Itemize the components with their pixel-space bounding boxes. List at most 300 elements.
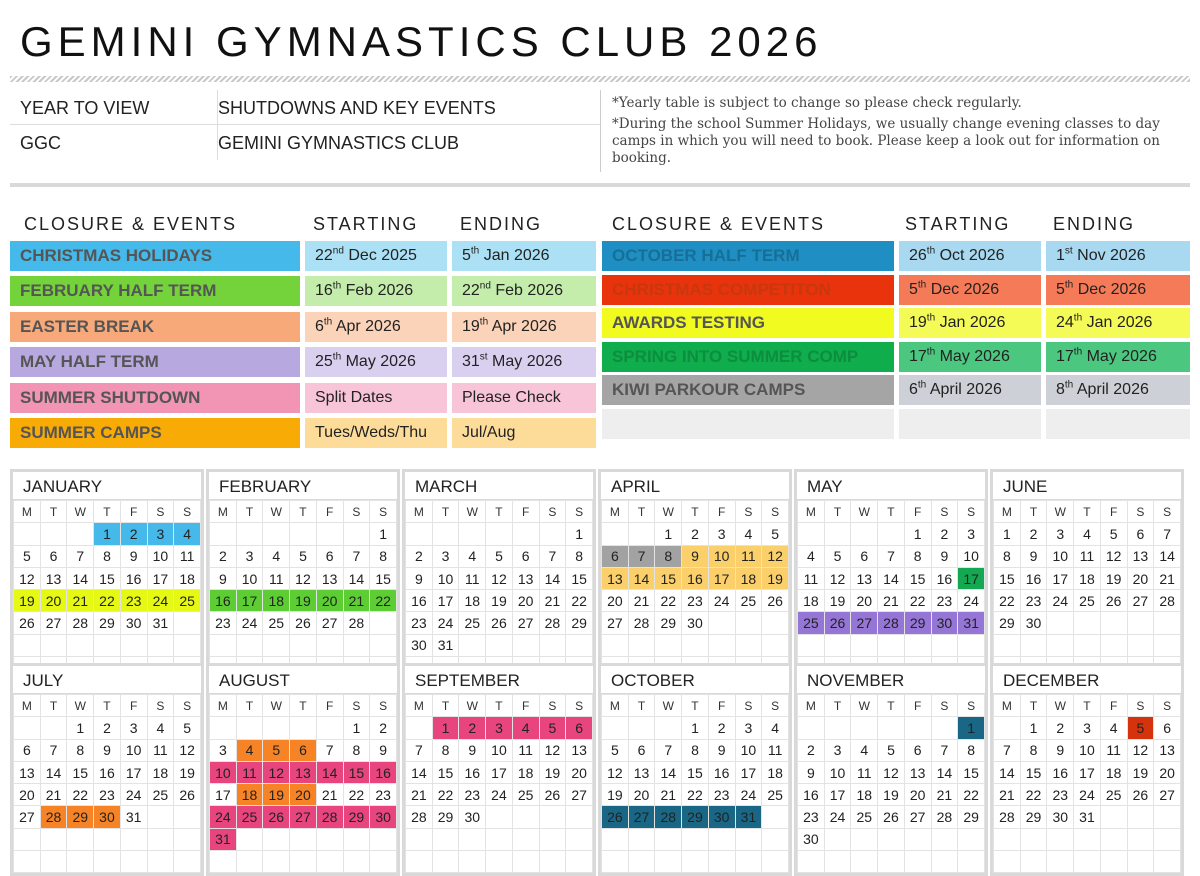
weekday-label: T bbox=[1020, 695, 1047, 717]
day-cell: 28 bbox=[994, 806, 1021, 828]
day-cell: 30 bbox=[370, 806, 397, 828]
day-cell bbox=[343, 634, 370, 656]
day-cell: 12 bbox=[824, 567, 851, 589]
week-row bbox=[406, 851, 593, 873]
week-row bbox=[602, 545, 789, 567]
day-cell: 9 bbox=[1020, 545, 1047, 567]
weekday-label: F bbox=[1100, 695, 1127, 717]
day-cell: 1 bbox=[343, 717, 370, 739]
day-cell: 31 bbox=[432, 634, 459, 656]
day-cell: 7 bbox=[40, 739, 67, 761]
event-row bbox=[602, 342, 1190, 372]
day-cell: 11 bbox=[174, 545, 201, 567]
day-cell: 14 bbox=[316, 761, 343, 783]
vertical-divider bbox=[600, 90, 601, 172]
day-cell bbox=[824, 851, 851, 873]
day-cell: 5 bbox=[602, 739, 629, 761]
day-cell: 17 bbox=[120, 761, 147, 783]
day-cell bbox=[762, 634, 789, 656]
month-grid bbox=[13, 694, 201, 873]
day-cell bbox=[174, 612, 201, 634]
day-cell: 21 bbox=[406, 784, 433, 806]
day-cell: 6 bbox=[628, 739, 655, 761]
weekday-label: T bbox=[486, 501, 513, 523]
weekday-label: T bbox=[1074, 501, 1101, 523]
day-cell: 25 bbox=[798, 612, 825, 634]
week-row bbox=[210, 545, 397, 567]
week-row bbox=[798, 634, 985, 656]
event-start: 19th Jan 2026 bbox=[899, 308, 1041, 338]
day-cell: 17 bbox=[147, 567, 174, 589]
day-cell bbox=[94, 634, 121, 656]
day-cell: 7 bbox=[994, 739, 1021, 761]
week-row bbox=[406, 761, 593, 783]
day-cell: 22 bbox=[67, 784, 94, 806]
day-cell: 3 bbox=[210, 739, 237, 761]
day-cell: 6 bbox=[1154, 717, 1181, 739]
page-title: GEMINI GYMNASTICS CLUB 2026 bbox=[20, 18, 823, 65]
day-cell: 28 bbox=[316, 806, 343, 828]
day-cell bbox=[824, 634, 851, 656]
day-cell: 17 bbox=[1074, 761, 1101, 783]
day-cell: 28 bbox=[67, 612, 94, 634]
day-cell: 13 bbox=[851, 567, 878, 589]
day-cell: 6 bbox=[904, 739, 931, 761]
day-cell bbox=[1100, 828, 1127, 850]
day-cell: 10 bbox=[486, 739, 513, 761]
month-calendar bbox=[10, 663, 204, 876]
month-calendar bbox=[402, 663, 596, 876]
day-cell bbox=[628, 523, 655, 545]
day-cell: 2 bbox=[406, 545, 433, 567]
day-cell: 10 bbox=[236, 567, 263, 589]
day-cell: 27 bbox=[628, 806, 655, 828]
day-cell: 13 bbox=[628, 761, 655, 783]
week-row bbox=[406, 739, 593, 761]
day-cell: 8 bbox=[682, 739, 709, 761]
day-cell: 5 bbox=[263, 739, 290, 761]
day-cell bbox=[290, 851, 317, 873]
day-cell: 25 bbox=[236, 806, 263, 828]
weekday-label: T bbox=[1020, 501, 1047, 523]
day-cell: 28 bbox=[628, 612, 655, 634]
day-cell: 27 bbox=[14, 806, 41, 828]
day-cell: 14 bbox=[628, 567, 655, 589]
event-name: OCTOBER HALF TERM bbox=[602, 241, 894, 271]
day-cell bbox=[316, 523, 343, 545]
day-cell bbox=[14, 717, 41, 739]
day-cell: 20 bbox=[566, 761, 593, 783]
day-cell bbox=[432, 828, 459, 850]
day-cell: 26 bbox=[539, 784, 566, 806]
day-cell: 29 bbox=[682, 806, 709, 828]
day-cell: 15 bbox=[94, 567, 121, 589]
weekday-label: S bbox=[735, 501, 762, 523]
day-cell: 7 bbox=[67, 545, 94, 567]
week-row bbox=[210, 590, 397, 612]
day-cell: 18 bbox=[1074, 567, 1101, 589]
day-cell bbox=[512, 806, 539, 828]
day-cell: 23 bbox=[94, 784, 121, 806]
day-cell bbox=[147, 851, 174, 873]
day-cell: 21 bbox=[539, 590, 566, 612]
day-cell: 27 bbox=[1127, 590, 1154, 612]
day-cell bbox=[655, 851, 682, 873]
day-cell: 8 bbox=[432, 739, 459, 761]
month-grid bbox=[209, 694, 397, 873]
day-cell bbox=[602, 634, 629, 656]
month-grid bbox=[405, 500, 593, 679]
event-end: 24th Jan 2026 bbox=[1046, 308, 1190, 338]
day-cell bbox=[316, 717, 343, 739]
day-cell: 21 bbox=[67, 590, 94, 612]
day-cell: 15 bbox=[958, 761, 985, 783]
day-cell: 27 bbox=[566, 784, 593, 806]
weekday-label: W bbox=[655, 501, 682, 523]
day-cell bbox=[67, 634, 94, 656]
day-cell: 8 bbox=[343, 739, 370, 761]
day-cell: 7 bbox=[628, 545, 655, 567]
weekday-label: S bbox=[539, 501, 566, 523]
month-name: DECEMBER bbox=[993, 666, 1181, 694]
day-cell: 30 bbox=[798, 828, 825, 850]
week-row bbox=[994, 567, 1181, 589]
day-cell: 26 bbox=[290, 612, 317, 634]
day-cell: 1 bbox=[67, 717, 94, 739]
day-cell bbox=[1074, 851, 1101, 873]
event-row bbox=[10, 347, 596, 377]
day-cell: 12 bbox=[1127, 739, 1154, 761]
day-cell bbox=[539, 828, 566, 850]
weekday-label: T bbox=[628, 695, 655, 717]
day-cell bbox=[263, 851, 290, 873]
day-cell bbox=[851, 523, 878, 545]
week-row bbox=[406, 806, 593, 828]
day-cell: 12 bbox=[602, 761, 629, 783]
month-name: MARCH bbox=[405, 472, 593, 500]
week-row bbox=[798, 784, 985, 806]
weekday-row bbox=[602, 695, 789, 717]
day-cell: 18 bbox=[263, 590, 290, 612]
event-start: Tues/Weds/Thu bbox=[305, 418, 447, 448]
month-calendar bbox=[206, 469, 400, 682]
weekday-label: T bbox=[682, 501, 709, 523]
day-cell: 31 bbox=[1074, 806, 1101, 828]
event-row bbox=[602, 275, 1190, 305]
day-cell: 24 bbox=[486, 784, 513, 806]
day-cell: 16 bbox=[682, 567, 709, 589]
weekday-row bbox=[602, 501, 789, 523]
day-cell: 29 bbox=[566, 612, 593, 634]
day-cell bbox=[539, 851, 566, 873]
day-cell: 2 bbox=[1047, 717, 1074, 739]
starting-header: STARTING bbox=[905, 214, 1011, 234]
day-cell: 23 bbox=[459, 784, 486, 806]
day-cell bbox=[147, 806, 174, 828]
day-cell bbox=[798, 851, 825, 873]
day-cell: 30 bbox=[94, 806, 121, 828]
day-cell: 24 bbox=[735, 784, 762, 806]
weekday-label: S bbox=[174, 695, 201, 717]
day-cell: 25 bbox=[1074, 590, 1101, 612]
day-cell bbox=[904, 717, 931, 739]
day-cell: 15 bbox=[682, 761, 709, 783]
day-cell bbox=[1154, 634, 1181, 656]
day-cell: 12 bbox=[290, 567, 317, 589]
week-row bbox=[994, 590, 1181, 612]
day-cell: 19 bbox=[174, 761, 201, 783]
event-name: MAY HALF TERM bbox=[10, 347, 300, 377]
day-cell: 18 bbox=[174, 567, 201, 589]
week-row bbox=[210, 567, 397, 589]
day-cell: 29 bbox=[994, 612, 1021, 634]
day-cell bbox=[994, 717, 1021, 739]
day-cell: 28 bbox=[878, 612, 905, 634]
day-cell: 7 bbox=[316, 739, 343, 761]
day-cell: 15 bbox=[432, 761, 459, 783]
month-name: JULY bbox=[13, 666, 201, 694]
day-cell: 10 bbox=[432, 567, 459, 589]
day-cell: 26 bbox=[263, 806, 290, 828]
day-cell: 10 bbox=[1074, 739, 1101, 761]
day-cell: 9 bbox=[931, 545, 958, 567]
day-cell: 26 bbox=[878, 806, 905, 828]
day-cell: 6 bbox=[512, 545, 539, 567]
day-cell: 16 bbox=[370, 761, 397, 783]
day-cell bbox=[628, 851, 655, 873]
meta-key: GGC bbox=[20, 133, 62, 153]
day-cell bbox=[432, 523, 459, 545]
week-row bbox=[406, 784, 593, 806]
day-cell: 24 bbox=[120, 784, 147, 806]
event-end bbox=[1046, 409, 1190, 439]
event-name: SPRING INTO SUMMER COMP bbox=[602, 342, 894, 372]
day-cell: 20 bbox=[851, 590, 878, 612]
day-cell: 22 bbox=[94, 590, 121, 612]
day-cell: 2 bbox=[1020, 523, 1047, 545]
weekday-label: F bbox=[708, 695, 735, 717]
day-cell bbox=[94, 851, 121, 873]
day-cell bbox=[343, 523, 370, 545]
week-row bbox=[602, 590, 789, 612]
day-cell: 7 bbox=[1154, 523, 1181, 545]
day-cell: 15 bbox=[1020, 761, 1047, 783]
day-cell: 2 bbox=[120, 523, 147, 545]
day-cell: 24 bbox=[236, 612, 263, 634]
day-cell bbox=[762, 828, 789, 850]
day-cell bbox=[878, 851, 905, 873]
week-row bbox=[798, 545, 985, 567]
weekday-label: S bbox=[370, 501, 397, 523]
day-cell: 7 bbox=[931, 739, 958, 761]
weekday-label: M bbox=[406, 695, 433, 717]
meta-key: YEAR TO VIEW bbox=[20, 98, 150, 118]
event-row bbox=[10, 312, 596, 342]
day-cell: 26 bbox=[602, 806, 629, 828]
event-end: 5th Dec 2026 bbox=[1046, 275, 1190, 305]
day-cell: 9 bbox=[459, 739, 486, 761]
day-cell: 14 bbox=[40, 761, 67, 783]
weekday-label: S bbox=[1154, 695, 1181, 717]
day-cell bbox=[628, 828, 655, 850]
day-cell bbox=[566, 634, 593, 656]
meta-value: SHUTDOWNS AND KEY EVENTS bbox=[218, 98, 496, 118]
day-cell: 30 bbox=[931, 612, 958, 634]
day-cell bbox=[1127, 806, 1154, 828]
day-cell: 4 bbox=[174, 523, 201, 545]
week-row bbox=[210, 739, 397, 761]
weekday-label: M bbox=[994, 501, 1021, 523]
week-row bbox=[14, 545, 201, 567]
day-cell bbox=[343, 851, 370, 873]
day-cell: 8 bbox=[370, 545, 397, 567]
weekday-label: M bbox=[994, 695, 1021, 717]
week-row bbox=[602, 717, 789, 739]
day-cell: 20 bbox=[14, 784, 41, 806]
weekday-label: T bbox=[40, 695, 67, 717]
day-cell: 12 bbox=[762, 545, 789, 567]
week-row bbox=[14, 851, 201, 873]
day-cell: 14 bbox=[67, 567, 94, 589]
event-name: FEBRUARY HALF TERM bbox=[10, 276, 300, 306]
day-cell bbox=[824, 828, 851, 850]
day-cell bbox=[1074, 828, 1101, 850]
day-cell: 11 bbox=[798, 567, 825, 589]
day-cell bbox=[878, 828, 905, 850]
day-cell: 20 bbox=[1154, 761, 1181, 783]
day-cell: 22 bbox=[432, 784, 459, 806]
day-cell bbox=[236, 634, 263, 656]
day-cell bbox=[236, 828, 263, 850]
day-cell bbox=[878, 634, 905, 656]
event-end: 31st May 2026 bbox=[452, 347, 596, 377]
day-cell: 10 bbox=[210, 761, 237, 783]
day-cell: 5 bbox=[762, 523, 789, 545]
day-cell bbox=[539, 634, 566, 656]
day-cell: 4 bbox=[762, 717, 789, 739]
day-cell: 18 bbox=[459, 590, 486, 612]
day-cell: 14 bbox=[406, 761, 433, 783]
event-start: Split Dates bbox=[305, 383, 447, 413]
day-cell: 8 bbox=[904, 545, 931, 567]
weekday-row bbox=[210, 501, 397, 523]
event-row bbox=[10, 383, 596, 413]
day-cell: 25 bbox=[147, 784, 174, 806]
day-cell bbox=[40, 851, 67, 873]
day-cell: 30 bbox=[708, 806, 735, 828]
weekday-label: S bbox=[566, 501, 593, 523]
weekday-label: S bbox=[343, 695, 370, 717]
day-cell bbox=[1047, 634, 1074, 656]
day-cell: 7 bbox=[878, 545, 905, 567]
weekday-label: T bbox=[878, 501, 905, 523]
day-cell: 10 bbox=[824, 761, 851, 783]
day-cell: 30 bbox=[1020, 612, 1047, 634]
day-cell: 29 bbox=[67, 806, 94, 828]
day-cell: 19 bbox=[486, 590, 513, 612]
week-row bbox=[210, 784, 397, 806]
weekday-label: F bbox=[904, 695, 931, 717]
week-row bbox=[14, 806, 201, 828]
event-name: AWARDS TESTING bbox=[602, 308, 894, 338]
day-cell bbox=[735, 828, 762, 850]
event-start: 16th Feb 2026 bbox=[305, 276, 447, 306]
day-cell: 9 bbox=[406, 567, 433, 589]
day-cell: 26 bbox=[1100, 590, 1127, 612]
weekday-row bbox=[210, 695, 397, 717]
day-cell: 1 bbox=[566, 523, 593, 545]
day-cell: 12 bbox=[539, 739, 566, 761]
day-cell: 19 bbox=[1100, 567, 1127, 589]
day-cell: 17 bbox=[708, 567, 735, 589]
event-row bbox=[10, 276, 596, 306]
week-row bbox=[994, 761, 1181, 783]
week-row bbox=[14, 567, 201, 589]
week-row bbox=[994, 806, 1181, 828]
day-cell bbox=[40, 634, 67, 656]
week-row bbox=[210, 717, 397, 739]
week-row bbox=[406, 523, 593, 545]
day-cell bbox=[762, 851, 789, 873]
day-cell: 31 bbox=[210, 828, 237, 850]
week-row bbox=[602, 567, 789, 589]
day-cell: 8 bbox=[67, 739, 94, 761]
day-cell: 19 bbox=[824, 590, 851, 612]
week-row bbox=[994, 717, 1181, 739]
day-cell bbox=[824, 717, 851, 739]
day-cell bbox=[682, 634, 709, 656]
event-end: Jul/Aug bbox=[452, 418, 596, 448]
day-cell: 29 bbox=[958, 806, 985, 828]
day-cell: 27 bbox=[602, 612, 629, 634]
event-end: 22nd Feb 2026 bbox=[452, 276, 596, 306]
day-cell bbox=[174, 634, 201, 656]
day-cell: 12 bbox=[878, 761, 905, 783]
day-cell: 17 bbox=[432, 590, 459, 612]
day-cell: 17 bbox=[210, 784, 237, 806]
day-cell: 28 bbox=[655, 806, 682, 828]
day-cell bbox=[432, 851, 459, 873]
day-cell: 18 bbox=[147, 761, 174, 783]
day-cell: 27 bbox=[290, 806, 317, 828]
day-cell bbox=[1074, 612, 1101, 634]
day-cell: 5 bbox=[486, 545, 513, 567]
day-cell bbox=[512, 523, 539, 545]
day-cell: 30 bbox=[459, 806, 486, 828]
day-cell: 24 bbox=[210, 806, 237, 828]
weekday-label: M bbox=[210, 695, 237, 717]
day-cell: 7 bbox=[655, 739, 682, 761]
day-cell bbox=[931, 634, 958, 656]
day-cell: 27 bbox=[904, 806, 931, 828]
day-cell: 18 bbox=[735, 567, 762, 589]
day-cell: 17 bbox=[1047, 567, 1074, 589]
day-cell: 28 bbox=[406, 806, 433, 828]
day-cell bbox=[236, 717, 263, 739]
day-cell bbox=[406, 523, 433, 545]
weekday-label: W bbox=[851, 501, 878, 523]
day-cell: 29 bbox=[655, 612, 682, 634]
day-cell: 17 bbox=[824, 784, 851, 806]
day-cell bbox=[762, 806, 789, 828]
day-cell: 6 bbox=[1127, 523, 1154, 545]
weekday-row bbox=[798, 695, 985, 717]
day-cell: 8 bbox=[958, 739, 985, 761]
week-row bbox=[994, 739, 1181, 761]
day-cell: 6 bbox=[290, 739, 317, 761]
day-cell bbox=[1127, 612, 1154, 634]
day-cell: 29 bbox=[1020, 806, 1047, 828]
